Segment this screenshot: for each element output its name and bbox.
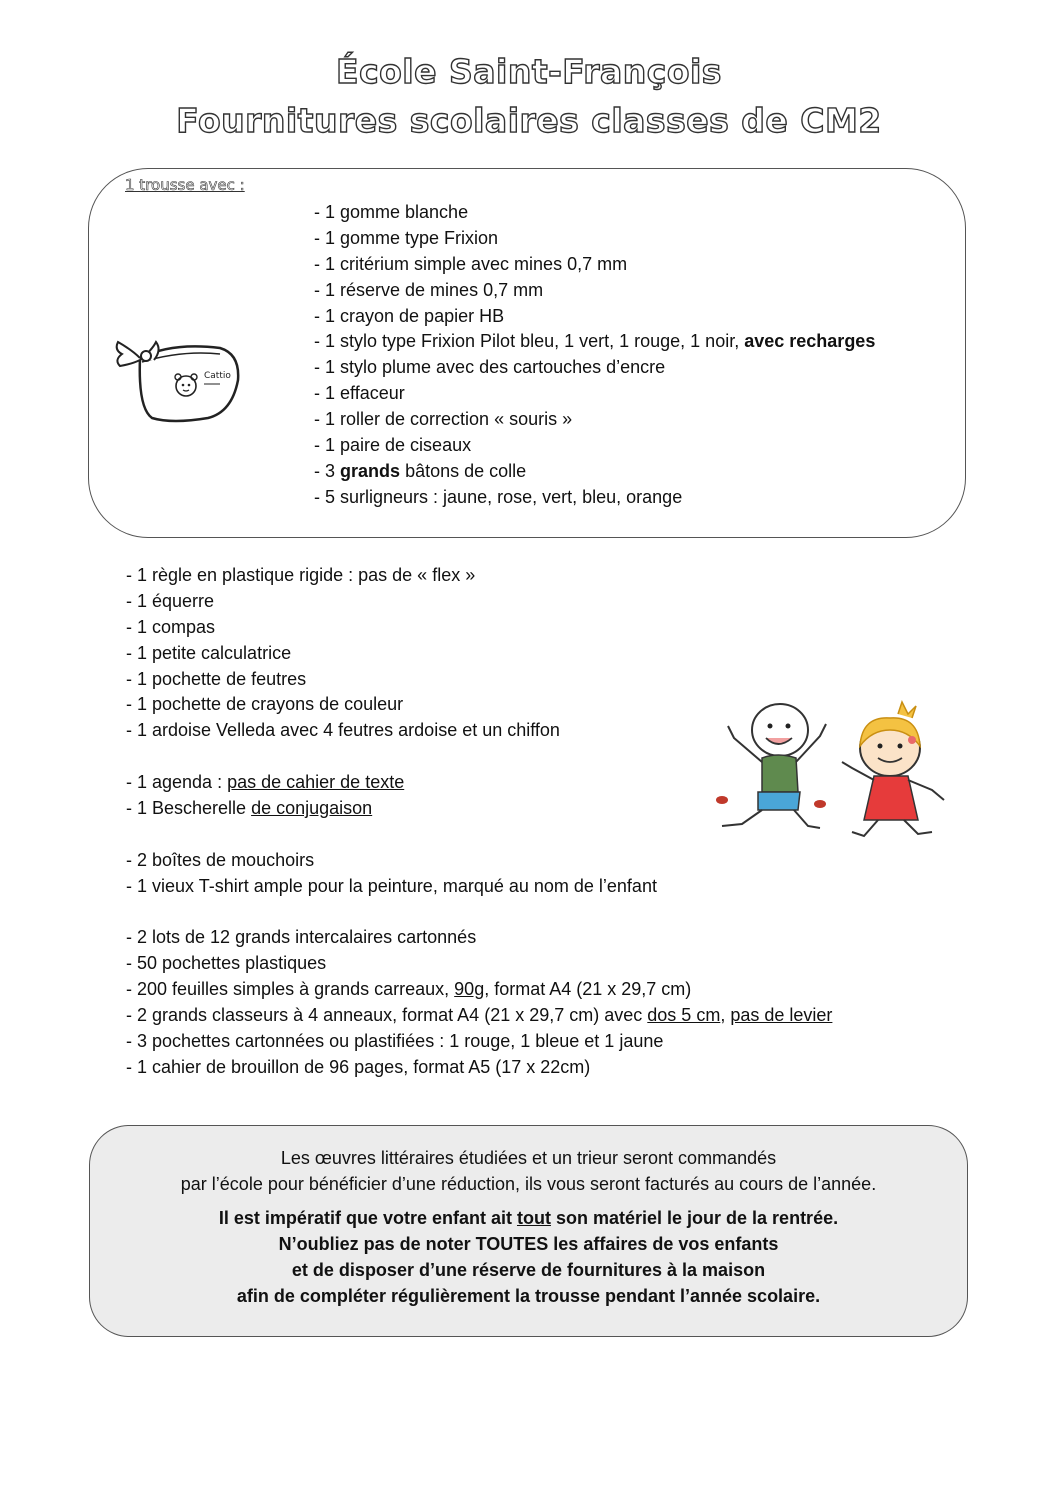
list-item: - 200 feuilles simples à grands carreaux, 90g, format A4 (21 x 29,7 cm) [126, 979, 692, 1000]
list-item: - 1 stylo type Frixion Pilot bleu, 1 vert, 1 rouge, 1 noir, avec recharges [314, 331, 876, 352]
list-item: - 1 vieux T-shirt ample pour la peinture, marqué au nom de l’enfant [126, 875, 657, 896]
pencil-case-brand: Cattio [204, 371, 231, 381]
list-item: - 3 grands bâtons de colle [314, 460, 527, 481]
list-item: - 1 cahier de brouillon de 96 pages, format A5 (17 x 22cm) [126, 1056, 591, 1077]
list-item: - 1 petite calculatrice [126, 642, 292, 663]
list-item: - 1 crayon de papier HB [314, 305, 505, 326]
list-item: - 1 effaceur [314, 383, 405, 404]
list-item: - 1 réserve de mines 0,7 mm [314, 279, 544, 300]
list-item: - 1 gomme blanche [314, 202, 469, 222]
notice-line: afin de compléter régulièrement la trousse pendant l’année scolaire. [236, 1286, 821, 1306]
notice-line: Les œuvres littéraires étudiées et un trieur seront commandés [280, 1148, 777, 1168]
list-item: - 1 règle en plastique rigide : pas de « flex » [126, 565, 476, 585]
list-item: - 1 pochette de crayons de couleur [126, 694, 404, 715]
list-item: - 2 lots de 12 grands intercalaires cartonnés [126, 927, 477, 948]
bold-grands: grands [340, 460, 401, 481]
list-item: - 1 équerre [126, 590, 215, 611]
school-title: École Saint-François [336, 52, 722, 91]
list-item: - 1 pochette de feutres [126, 668, 307, 689]
list-item: - 1 paire de ciseaux [314, 435, 472, 456]
page-title: Fournitures scolaires classes de CM2 [176, 101, 882, 140]
list-spacer [126, 900, 832, 926]
list-item: - 5 surligneurs : jaune, rose, vert, bleu, orange [314, 486, 683, 507]
list-item: - 1 agenda : pas de cahier de texte [126, 772, 405, 793]
pencil-case-illustration [112, 320, 252, 430]
list-item: - 1 gomme type Frixion [314, 227, 499, 248]
list-item: - 3 pochettes cartonnées ou plastifiées : 1 rouge, 1 bleue et 1 jaune [126, 1031, 664, 1052]
bold-recharges: avec recharges [744, 331, 876, 352]
list-item: - 50 pochettes plastiques [126, 953, 327, 974]
children-illustration [712, 700, 962, 850]
trousse-heading: 1 trousse avec : [125, 176, 245, 194]
list-item: - 2 grands classeurs à 4 anneaux, format A4 (21 x 29,7 cm) avec dos 5 cm, pas de levier [126, 1005, 833, 1026]
list-item: - 1 stylo plume avec des cartouches d’encre [314, 357, 666, 378]
list-item: - 1 critérium simple avec mines 0,7 mm [314, 253, 628, 274]
notice-line: N’oubliez pas de noter TOUTES les affaires de vos enfants [278, 1234, 779, 1254]
list-item: - 1 ardoise Velleda avec 4 feutres ardoise et un chiffon [126, 720, 560, 741]
notice-line: par l’école pour bénéficier d’une réduction, ils vous seront facturés au cours de l’année. [180, 1174, 877, 1194]
notice-line: et de disposer d’une réserve de fournitures à la maison [291, 1260, 766, 1280]
list-item: - 1 compas [126, 616, 216, 637]
notice-imperatif: Il est impératif que votre enfant ait tout son matériel le jour de la rentrée. [218, 1208, 839, 1228]
list-item: - 1 roller de correction « souris » [314, 409, 573, 430]
trousse-list [314, 200, 875, 511]
list-item: - 2 boîtes de mouchoirs [126, 849, 315, 870]
list-item: - 1 Bescherelle de conjugaison [126, 798, 373, 819]
